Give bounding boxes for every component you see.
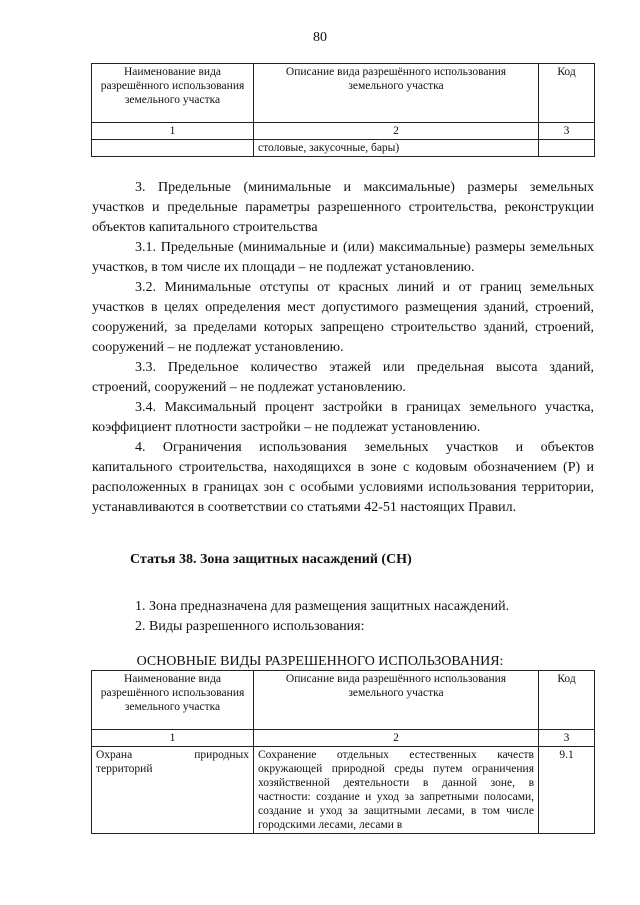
paragraph: 3. Предельные (минимальные и максимальные) размеры земельных участков и предельные параметры разрешенного строительства, реконструкции объектов капитального строительства: [92, 180, 594, 235]
paragraph: 3.1. Предельные (минимальные и (или) максимальные) размеры земельных участков, в том числе их площади – не подлежат установлению.: [92, 240, 594, 275]
use-type-code: 9.1: [539, 747, 595, 834]
header-name: Наименование вида разрешённого использования земельного участка: [92, 64, 254, 123]
article-title: Статья 38. Зона защитных насаждений (СН): [130, 552, 412, 567]
column-number: 2: [254, 730, 539, 747]
header-description: Описание вида разрешённого использования земельного участка: [254, 64, 539, 123]
land-use-table: [91, 670, 595, 834]
table-cell-continued-text: столовые, закусочные, бары): [254, 140, 539, 157]
header-description: Описание вида разрешённого использования земельного участка: [254, 671, 539, 730]
list-item: 2. Виды разрешенного использования:: [135, 619, 365, 634]
column-number: 1: [92, 123, 254, 140]
list-item: 1. Зона предназначена для размещения защитных насаждений.: [135, 599, 510, 614]
header-code: Код: [539, 64, 595, 123]
header-name: Наименование вида разрешённого использования земельного участка: [92, 671, 254, 730]
column-number: 2: [254, 123, 539, 140]
paragraph: 4. Ограничения использования земельных участков и объектов капитального строительства, находящихся в зоне с кодовым обозначением (Р) и расположенных в границах зон с особыми условиями использования территории, устанавливаются в соответствии со статьями 42-51 настоящих Правил.: [92, 440, 594, 515]
use-type-description: Сохранение отдельных естественных качеств окружающей природной среды путем ограничения хозяйственной деятельности в данной зоне, в частности: создание и уход за запретными полосами, создание и уход за защитными лесами, в том числе городскими лесами, лесами в: [254, 747, 539, 834]
column-number: 3: [539, 123, 595, 140]
column-number: 1: [92, 730, 254, 747]
body-text: [92, 178, 594, 518]
paragraph: 3.4. Максимальный процент застройки в границах земельного участка, коэффициент плотности застройки – не подлежат установлению.: [92, 400, 594, 435]
table-caption: ОСНОВНЫЕ ВИДЫ РАЗРЕШЕННОГО ИСПОЛЬЗОВАНИЯ:: [136, 654, 504, 669]
page-number: 80: [313, 30, 327, 45]
header-code: Код: [539, 671, 595, 730]
article-list: [135, 597, 509, 637]
use-type-name: Охрана природных территорий: [92, 747, 254, 834]
land-use-table-continued: [91, 63, 595, 157]
paragraph: 3.3. Предельное количество этажей или предельная высота зданий, строений, сооружений – не подлежат установлению.: [92, 360, 594, 395]
paragraph: 3.2. Минимальные отступы от красных линий и от границ земельных участков в целях определения мест допустимого размещения зданий, строений, сооружений, за пределами которых запрещено строительство зданий, строений, сооружений – не подлежат установлению.: [92, 280, 594, 355]
column-number: 3: [539, 730, 595, 747]
table-cell: [539, 140, 595, 157]
table-cell: [92, 140, 254, 157]
